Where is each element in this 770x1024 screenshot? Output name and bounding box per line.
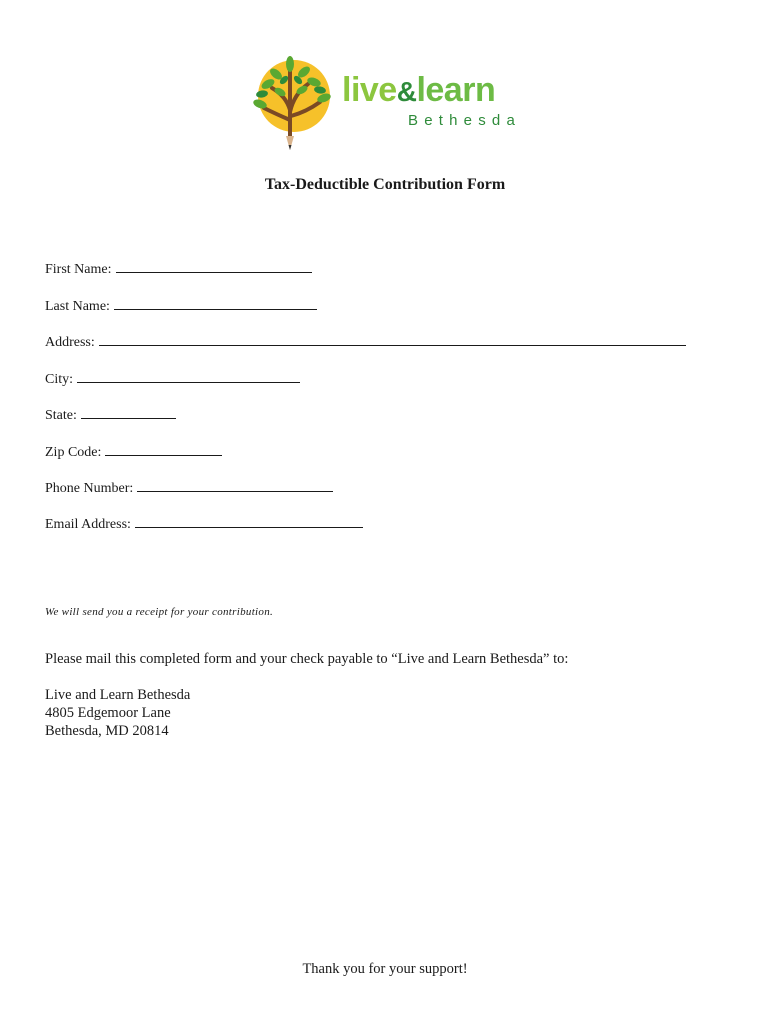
zip-code-label: Zip Code: [45, 445, 102, 460]
email-address-label: Email Address: [45, 517, 131, 532]
first-name-input-line[interactable] [116, 258, 312, 273]
city-label: City: [45, 372, 74, 387]
mailing-address-line1: Live and Learn Bethesda [45, 687, 191, 703]
mailing-address-line3: Bethesda, MD 20814 [45, 723, 169, 739]
zip-code-field[interactable] [45, 441, 222, 461]
last-name-field[interactable] [45, 295, 317, 315]
city-input-line[interactable] [77, 368, 300, 383]
last-name-input-line[interactable] [114, 295, 317, 310]
address-field[interactable] [45, 331, 686, 351]
zip-code-input-line[interactable] [105, 441, 222, 456]
thank-you-message: Thank you for your support! [302, 961, 468, 977]
mailing-instruction: Please mail this completed form and your check payable to “Live and Learn Bethesda” to: [45, 651, 569, 667]
address-input-line[interactable] [99, 331, 686, 346]
first-name-field[interactable] [45, 258, 312, 278]
mailing-address-line2: 4805 Edgemoor Lane [45, 705, 171, 721]
receipt-note: We will send you a receipt for your contribution. [45, 606, 274, 618]
phone-number-field[interactable] [45, 477, 333, 497]
phone-number-label: Phone Number: [45, 481, 134, 496]
live-and-learn-logo [250, 50, 530, 156]
address-label: Address: [45, 335, 95, 350]
state-field[interactable] [45, 404, 176, 424]
logo-subtitle: Bethesda [408, 112, 521, 129]
email-address-input-line[interactable] [135, 513, 363, 528]
email-address-field[interactable] [45, 513, 363, 533]
phone-number-input-line[interactable] [137, 477, 333, 492]
last-name-label: Last Name: [45, 299, 110, 314]
state-input-line[interactable] [81, 404, 176, 419]
logo-wordmark [342, 72, 495, 110]
form-title: Tax-Deductible Contribution Form [264, 176, 506, 193]
logo-ampersand: & [396, 76, 417, 107]
state-label: State: [45, 408, 77, 423]
city-field[interactable] [45, 368, 300, 388]
mailing-address [45, 686, 190, 740]
logo-word-learn: learn [416, 71, 496, 109]
first-name-label: First Name: [45, 262, 112, 277]
tree-pencil-logo-icon [250, 50, 340, 154]
logo-word-live: live [342, 71, 397, 109]
